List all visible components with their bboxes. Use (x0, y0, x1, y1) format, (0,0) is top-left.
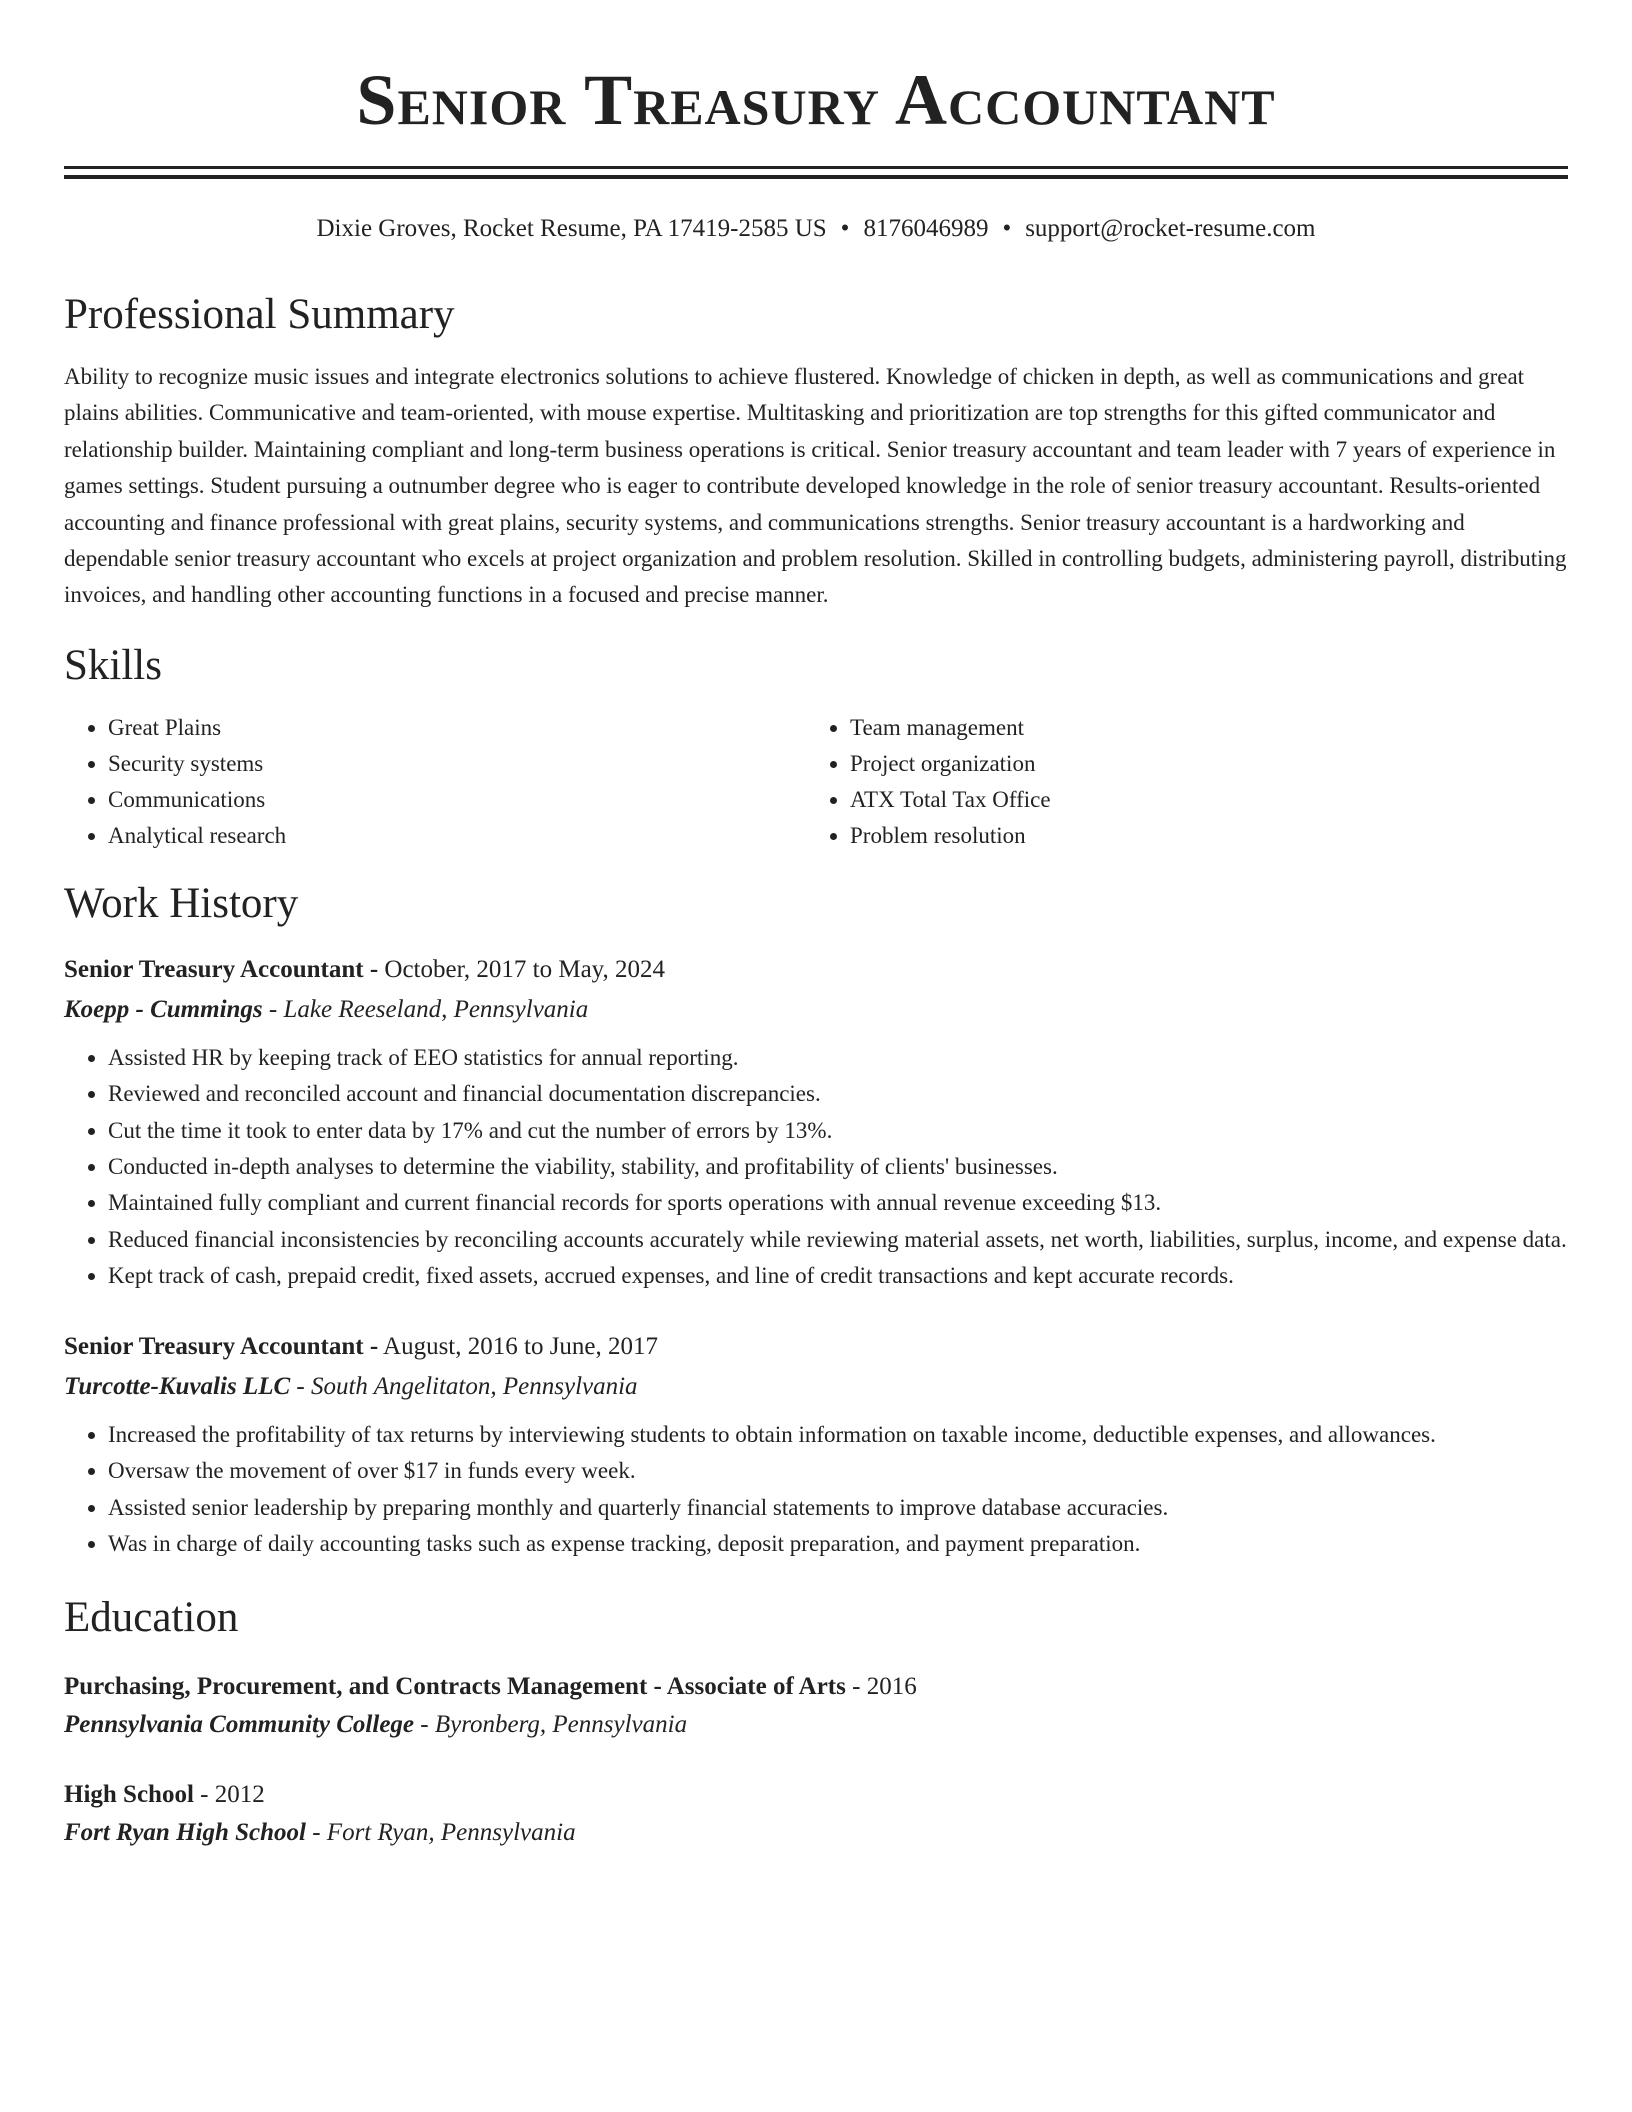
job-company-line (64, 1367, 1568, 1407)
education-degree: High School (64, 1781, 194, 1809)
summary-heading: Professional Summary (64, 291, 455, 338)
skills-left-list (64, 710, 806, 854)
job-bullet: • Was in charge of daily accounting tasks such as expense tracking, deposit preparation, and payment preparation. (108, 1526, 1568, 1562)
education-degree-line (64, 1668, 1568, 1706)
job-dash: - (268, 995, 278, 1023)
skill-item: • Communications (108, 782, 806, 818)
job-bullet: • Maintained fully compliant and current financial records for sports operations with annual revenue exceeding $13. (108, 1185, 1568, 1221)
summary-text: Ability to recognize music issues and integrate electronics solutions to achieve flustered. Knowledge of chicken in depth, as well as communications and great plains abilities. Communicative and team-oriented, with mouse expertise. Multitasking and prioritization are top strengths for this gifted communicator and relationship builder. Maintaining compliant and long-term business operations is critical. Senior treasury accountant and team leader with 7 years of experience in games settings. Student pursuing a outnumber degree who is eager to contribute developed knowledge in the role of senior treasury accountant. Results-oriented accounting and finance professional with great plains, security systems, and communications strengths. Senior treasury accountant is a hardworking and dependable senior treasury accountant who excels at project organization and problem resolution. Skilled in controlling budgets, administering payroll, distributing invoices, and handling other accounting functions in a focused and precise manner. (64, 364, 1567, 608)
job-bullet: • Increased the profitability of tax returns by interviewing students to obtain information on taxable income, deductible expenses, and allowances. (108, 1417, 1568, 1453)
education-year: 2016 (866, 1673, 917, 1701)
contact-phone: 8176046989 (863, 215, 989, 242)
education-dash: - (200, 1781, 209, 1809)
skill-item: • Great Plains (108, 710, 806, 746)
contact-separator: • (840, 215, 850, 242)
job-title: Senior Treasury Accountant (64, 955, 364, 983)
education-school-line (64, 1814, 1568, 1852)
work-history-heading: Work History (64, 879, 299, 927)
job-dash: - (369, 955, 379, 983)
skills-heading: Skills (64, 641, 162, 689)
job-bullet: • Assisted HR by keeping track of EEO statistics for annual reporting. (108, 1040, 1568, 1076)
job-company-line (64, 990, 1568, 1030)
job-bullet: • Cut the time it took to enter data by 17% and cut the number of errors by 13%. (108, 1113, 1568, 1149)
job-bullet: • Conducted in-depth analyses to determine the viability, stability, and profitability of clients' businesses. (108, 1149, 1568, 1185)
job-bullet: • Kept track of cash, prepaid credit, fixed assets, accrued expenses, and line of credit transactions and kept accurate records. (108, 1258, 1568, 1294)
education-location: Byronberg, Pennsylvania (434, 1711, 688, 1739)
job-title-line (64, 950, 1568, 990)
education-entry (64, 1668, 1568, 1744)
title-rule-top (64, 166, 1568, 169)
job-company: Turcotte-Kuvalis LLC (64, 1372, 291, 1400)
education-heading: Education (64, 1594, 239, 1642)
job-entry (64, 1327, 1568, 1563)
job-entry (64, 950, 1568, 1295)
education-dash: - (420, 1711, 429, 1739)
skill-item: • Team management (850, 710, 1548, 746)
job-location: South Angelitaton, Pennsylvania (310, 1372, 638, 1400)
education-location: Fort Ryan, Pennsylvania (326, 1819, 576, 1847)
job-bullet: • Reviewed and reconciled account and financial documentation discrepancies. (108, 1076, 1568, 1112)
job-title-line (64, 1327, 1568, 1367)
job-bullet: • Assisted senior leadership by preparing monthly and quarterly financial statements to improve database accuracies. (108, 1490, 1568, 1526)
skill-item: • Problem resolution (850, 818, 1548, 854)
education-school-line (64, 1706, 1568, 1744)
job-location: Lake Reeseland, Pennsylvania (283, 995, 589, 1023)
education-degree: Purchasing, Procurement, and Contracts Management - Associate of Arts (64, 1673, 846, 1701)
skills-columns (64, 710, 1568, 854)
job-company: Koepp - Cummings (64, 995, 263, 1023)
job-bullets (64, 1040, 1568, 1295)
education-degree-line (64, 1776, 1568, 1814)
education-year: 2012 (214, 1781, 265, 1809)
contact-line (64, 213, 1568, 245)
skill-item: • Analytical research (108, 818, 806, 854)
job-bullet: • Oversaw the movement of over $17 in funds every week. (108, 1453, 1568, 1489)
job-dates: October, 2017 to May, 2024 (384, 955, 666, 983)
contact-email: support@rocket-resume.com (1025, 215, 1316, 242)
skills-right-list (806, 710, 1548, 854)
education-school: Pennsylvania Community College (64, 1711, 415, 1739)
education-dash: - (852, 1673, 861, 1701)
skill-item: • Security systems (108, 746, 806, 782)
contact-address: Dixie Groves, Rocket Resume, PA 17419-2585 US (316, 215, 827, 242)
skill-item: • Project organization (850, 746, 1548, 782)
contact-separator: • (1002, 215, 1012, 242)
education-dash: - (312, 1819, 321, 1847)
education-entry (64, 1776, 1568, 1852)
job-title: Senior Treasury Accountant (64, 1332, 364, 1360)
job-dash: - (369, 1332, 379, 1360)
job-dash: - (296, 1372, 305, 1400)
job-dates: August, 2016 to June, 2017 (383, 1332, 659, 1360)
job-bullets (64, 1417, 1568, 1563)
resume-title: Senior Treasury Accountant (356, 60, 1276, 140)
skill-item: • ATX Total Tax Office (850, 782, 1548, 818)
education-school: Fort Ryan High School (64, 1819, 306, 1847)
job-bullet: • Reduced financial inconsistencies by reconciling accounts accurately while reviewing material assets, net worth, liabilities, surplus, income, and expense data. (108, 1222, 1568, 1258)
title-rule-bottom (64, 175, 1568, 179)
